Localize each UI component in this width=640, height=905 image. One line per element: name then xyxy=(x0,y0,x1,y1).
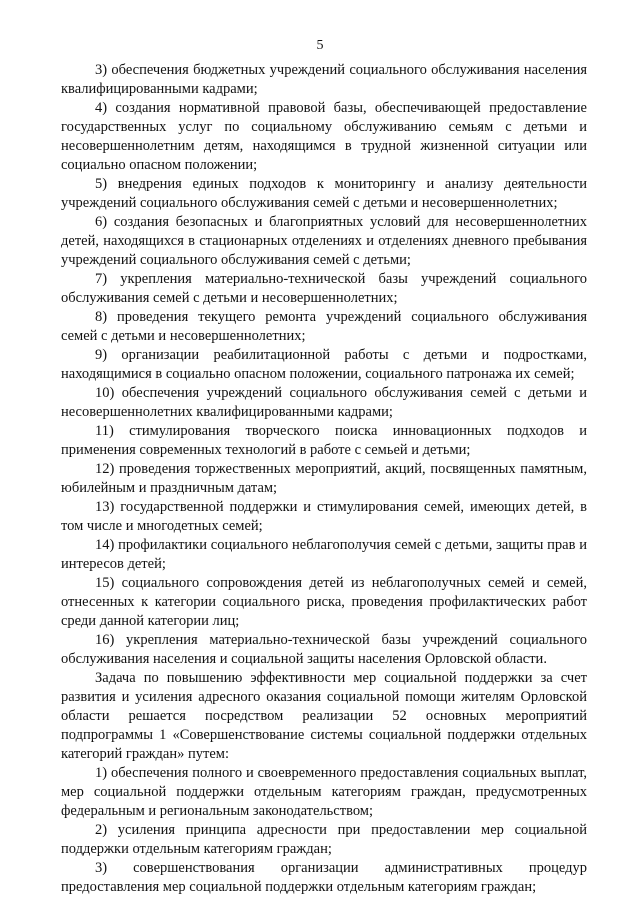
paragraph: 3) обеспечения бюджетных учреждений социального обслуживания населения квалифицированными кадрами; xyxy=(61,62,587,97)
paragraph: 12) проведения торжественных мероприятий, акций, посвященных памятным, юбилейным и праздничным датам; xyxy=(61,461,587,496)
paragraph: 11) стимулирования творческого поиска инновационных подходов и применения современных технологий в работе с семьей и детьми; xyxy=(61,423,587,458)
paragraph: 3) совершенствования организации административных процедур предоставления мер социальной поддержки отдельным категориям граждан; xyxy=(61,860,587,895)
paragraph: 13) государственной поддержки и стимулирования семей, имеющих детей, в том числе и многодетных семей; xyxy=(61,499,587,534)
paragraph: 10) обеспечения учреждений социального обслуживания семей с детьми и несовершеннолетних квалифицированными кадрами; xyxy=(61,385,587,420)
paragraph: 4) создания нормативной правовой базы, обеспечивающей предоставление государственных услуг по социальному обслуживанию семьям с детьми и несовершеннолетним детям, находящимся в трудной жизненной ситуации или социально опасном положении; xyxy=(61,100,587,173)
paragraph: 8) проведения текущего ремонта учреждений социального обслуживания семей с детьми и несовершеннолетних; xyxy=(61,309,587,344)
paragraph: 14) профилактики социального неблагополучия семей с детьми, защиты прав и интересов детей; xyxy=(61,537,587,572)
paragraph: 9) организации реабилитационной работы с детьми и подростками, находящимися в социально опасном положении, социального патронажа их семей; xyxy=(61,347,587,382)
paragraph: 6) создания безопасных и благоприятных условий для несовершеннолетних детей, находящихся в стационарных отделениях и отделениях дневного пребывания учреждений социального обслуживания семей с детьми; xyxy=(61,214,587,268)
document-body xyxy=(61,61,587,897)
paragraph: 1) обеспечения полного и своевременного предоставления социальных выплат, мер социальной поддержки отдельным категориям граждан, предусмотренных федеральным и региональным законодательством; xyxy=(61,765,587,819)
paragraph: 2) усиления принципа адресности при предоставлении мер социальной поддержки отдельным категориям граждан; xyxy=(61,822,587,857)
paragraph: 5) внедрения единых подходов к мониторингу и анализу деятельности учреждений социального обслуживания семей с детьми и несовершеннолетних; xyxy=(61,176,587,211)
paragraph: Задача по повышению эффективности мер социальной поддержки за счет развития и усиления адресного оказания социальной помощи жителям Орловской области решается посредством реализации 52 основных мероприятий подпрограммы 1 «Совершенствование системы социальной поддержки отдельных категорий граждан» путем: xyxy=(61,670,587,762)
paragraph: 15) социального сопровождения детей из неблагополучных семей и семей, отнесенных к категории социального риска, проведения профилактических работ среди данной категории лиц; xyxy=(61,575,587,629)
page-number: 5 xyxy=(316,38,324,53)
paragraph: 7) укрепления материально-технической базы учреждений социального обслуживания семей с детьми и несовершеннолетних; xyxy=(61,271,587,306)
paragraph: 16) укрепления материально-технической базы учреждений социального обслуживания населения и социальной защиты населения Орловской области. xyxy=(61,632,587,667)
